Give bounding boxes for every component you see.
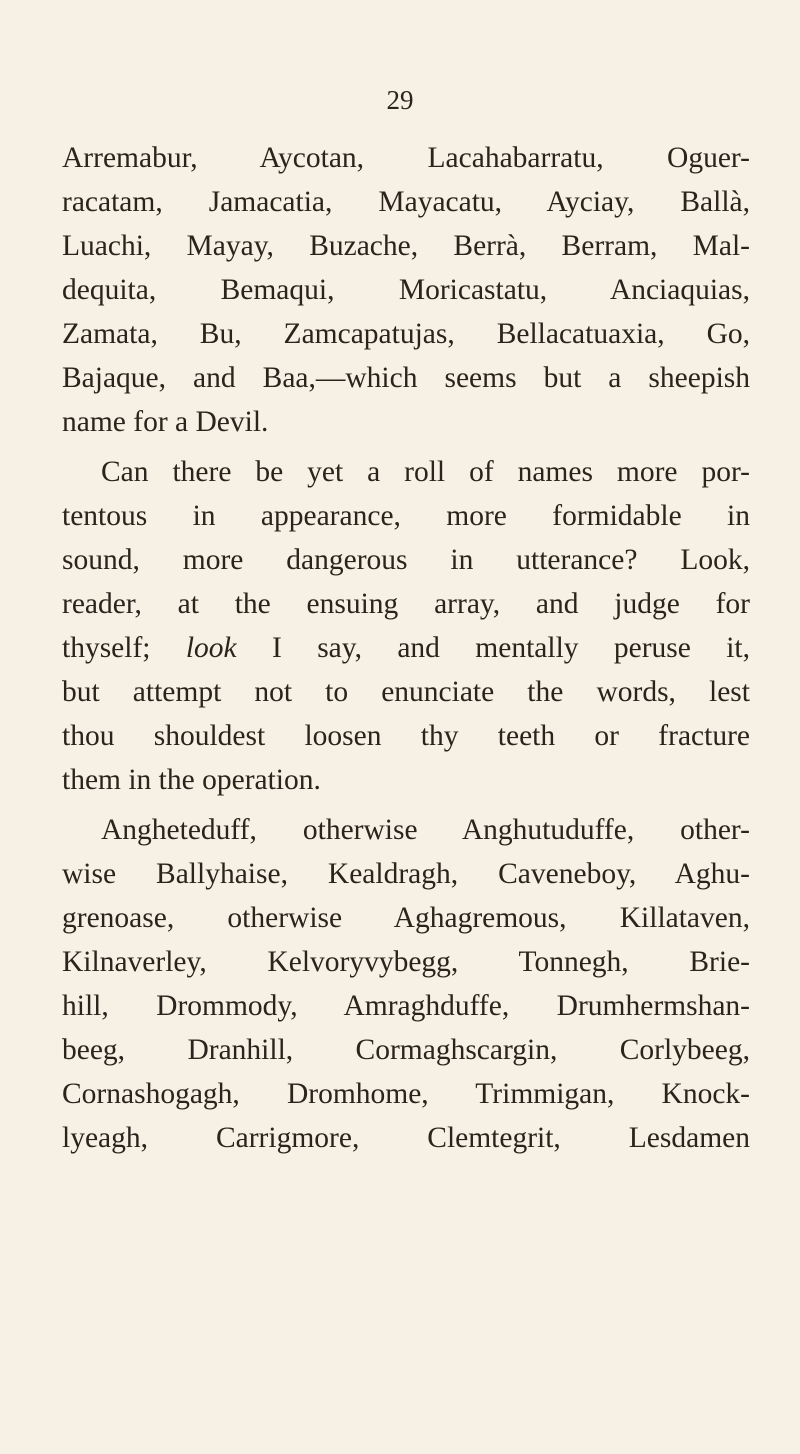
text-line: reader, at the ensuing array, and judge for [62, 588, 750, 620]
text-line: wise Ballyhaise, Kealdragh, Caveneboy, Aghu- [62, 858, 750, 890]
text-segment: I say, and mentally peruse it, [236, 632, 750, 664]
text-line [62, 626, 750, 670]
italic-word: look [185, 632, 237, 664]
text-segment: thyself; [62, 632, 186, 664]
text-line: tentous in appearance, more formidable in [62, 500, 750, 532]
text-line: lyeagh, Carrigmore, Clemtegrit, Lesdamen [62, 1122, 750, 1154]
text-line: Cornashogagh, Dromhome, Trimmigan, Knock- [62, 1078, 750, 1110]
text-line: beeg, Dranhill, Cormaghscargin, Corlybeeg, [62, 1034, 750, 1066]
text-line: Kilnaverley, Kelvoryvybegg, Tonnegh, Brie- [62, 946, 750, 978]
text-line: Angheteduff, otherwise Anghutuduffe, other- [101, 814, 750, 846]
text-line: dequita, Bemaqui, Moricastatu, Anciaquias, [62, 274, 750, 306]
text-line: grenoase, otherwise Aghagremous, Killataven, [62, 902, 750, 934]
text-line: thou shouldest loosen thy teeth or fracture [62, 720, 750, 752]
text-line: racatam, Jamacatia, Mayacatu, Ayciay, Ballà, [62, 186, 750, 218]
text-line: Bajaque, and Baa,—which seems but a sheepish [62, 362, 750, 394]
text-line: Arremabur, Aycotan, Lacahabarratu, Oguer- [62, 142, 750, 174]
text-line: Can there be yet a roll of names more por- [101, 456, 750, 488]
text-line: hill, Drommody, Amraghduffe, Drumhermshan- [62, 990, 750, 1022]
text-line: Luachi, Mayay, Buzache, Berrà, Berram, Mal- [62, 230, 750, 262]
text-line: Zamata, Bu, Zamcapatujas, Bellacatuaxia, Go, [62, 318, 750, 350]
text-line: them in the operation. [62, 764, 321, 796]
text-line: but attempt not to enunciate the words, lest [62, 676, 750, 708]
text-line: name for a Devil. [62, 406, 269, 438]
text-line: sound, more dangerous in utterance? Look, [62, 544, 750, 576]
page-number: 29 [386, 85, 414, 115]
